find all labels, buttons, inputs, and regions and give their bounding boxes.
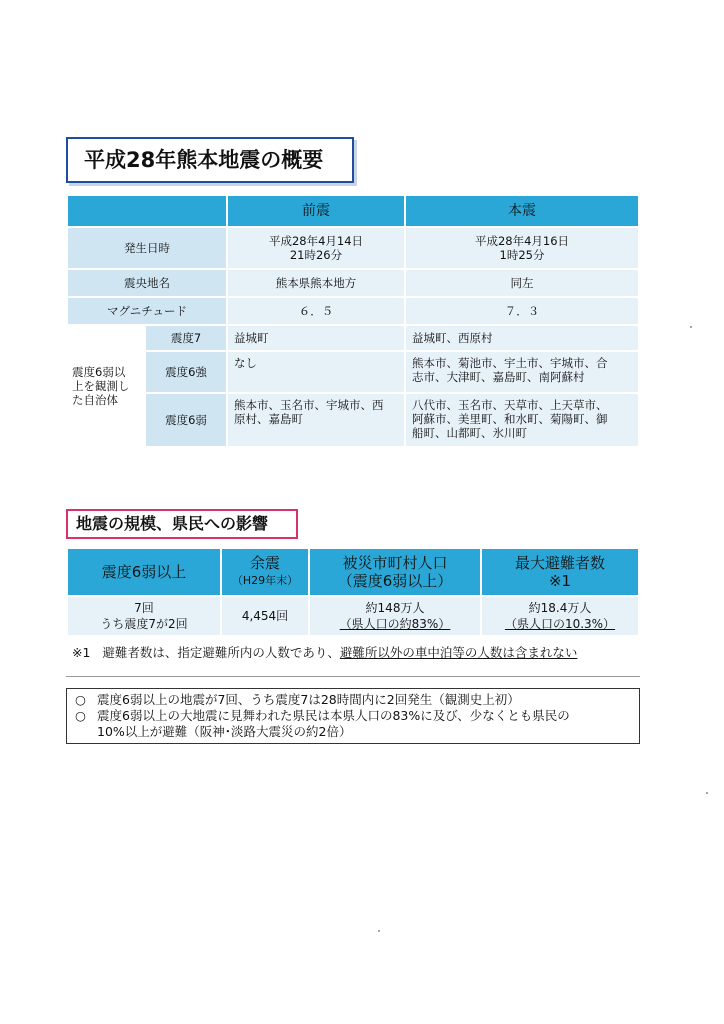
value-quake-count-line1: 7回 [134, 601, 154, 615]
intensity6-lower-label: 震度6弱 [145, 393, 227, 447]
footnote-text-b: 避難所以外の車中泊等の人数は含まれない [339, 645, 578, 660]
row-label-date: 発生日時 [67, 227, 227, 269]
municipalities-label [67, 325, 145, 447]
foreshock-date-line1: 平成28年4月14日 [268, 234, 364, 248]
scan-speck [378, 930, 380, 932]
header-max-evacuees [481, 548, 639, 596]
value-affected-population-line2: （県人口の約83%） [339, 617, 451, 631]
value-affected-population [309, 596, 481, 636]
intensity6-upper-label: 震度6強 [145, 351, 227, 393]
mainshock-date-line2: 1時25分 [499, 248, 545, 262]
value-quake-count-line2: うち震度7が2回 [100, 617, 188, 631]
foreshock-epicenter: 熊本県熊本地方 [227, 269, 405, 297]
foreshock-date-line2: 21時26分 [289, 248, 343, 262]
evacuee-footnote [72, 643, 642, 661]
summary-item-2 [75, 708, 631, 740]
header-max-evacuees-line2: ※1 [548, 572, 572, 590]
municipalities-label-line3: た自治体 [72, 393, 118, 407]
foreshock-date [227, 227, 405, 269]
mainshock-date-line1: 平成28年4月16日 [474, 234, 570, 248]
header-affected-population [309, 548, 481, 596]
bullet-circle-icon: ○ [75, 692, 86, 707]
value-quake-count [67, 596, 221, 636]
value-max-evacuees-line2: （県人口の10.3%） [504, 617, 616, 631]
footnote-text-a: 避難者数は、指定避難所内の人数であり、 [102, 645, 340, 660]
header-aftershocks [221, 548, 309, 596]
header-aftershocks-line1: 余震 [249, 554, 280, 572]
mainshock-intensity6-lower-line2: 阿蘇市、美里町、和水町、菊陽町、御 [412, 412, 608, 426]
header-max-evacuees-line1: 最大避難者数 [514, 554, 605, 572]
intensity7-label: 震度7 [145, 325, 227, 351]
header-intensity6-or-more: 震度6弱以上 [67, 548, 221, 596]
foreshock-intensity6-lower-line2: 原村、嘉島町 [234, 412, 303, 426]
municipalities-label-line1: 震度6弱以 [72, 365, 126, 379]
summary-line2 [97, 708, 570, 740]
value-affected-population-line1: 約148万人 [365, 601, 425, 615]
value-max-evacuees-line1: 約18.4万人 [528, 601, 592, 615]
foreshock-intensity6-lower-line1: 熊本市、玉名市、宇城市、西 [234, 398, 384, 412]
mainshock-intensity7: 益城町、西原村 [405, 325, 639, 351]
foreshock-intensity7: 益城町 [227, 325, 405, 351]
mainshock-intensity6-lower [405, 393, 639, 447]
mainshock-intensity6-lower-line1: 八代市、玉名市、天草市、上天草市、 [412, 398, 608, 412]
value-max-evacuees [481, 596, 639, 636]
header-blank-cell [67, 195, 227, 227]
foreshock-intensity6-lower [227, 393, 405, 447]
summary-box [66, 688, 640, 744]
summary-line2b: 10%以上が避難（阪神･淡路大震災の約2倍） [97, 724, 352, 739]
row-label-magnitude: マグニチュード [67, 297, 227, 325]
section2-title: 地震の規模、県民への影響 [66, 509, 298, 539]
mainshock-date [405, 227, 639, 269]
section1-title: 平成28年熊本地震の概要 [66, 137, 354, 183]
value-aftershocks: 4,454回 [221, 596, 309, 636]
header-aftershocks-line2: （H29年末） [231, 574, 299, 587]
mainshock-epicenter: 同左 [405, 269, 639, 297]
footnote-divider [66, 676, 640, 677]
row-label-epicenter: 震央地名 [67, 269, 227, 297]
summary-line1: 震度6弱以上の地震が7回、うち震度7は28時間内に2回発生（観測史上初） [97, 692, 520, 707]
scan-speck [690, 326, 692, 328]
foreshock-magnitude: ６．５ [227, 297, 405, 325]
mainshock-magnitude: ７．３ [405, 297, 639, 325]
overview-table [66, 194, 640, 448]
header-foreshock: 前震 [227, 195, 405, 227]
bullet-circle-icon: ○ [75, 708, 86, 723]
municipalities-label-line2: 上を観測し [72, 379, 130, 393]
mainshock-intensity6-upper-line2: 志市、大津町、嘉島町、南阿蘇村 [412, 370, 585, 384]
mainshock-intensity6-upper-line1: 熊本市、菊池市、宇土市、宇城市、合 [412, 356, 608, 370]
header-affected-population-line2: （震度6弱以上） [337, 572, 453, 590]
summary-line2a: 震度6弱以上の大地震に見舞われた県民は本県人口の83%に及び、少なくとも県民の [97, 708, 570, 723]
foreshock-intensity6-upper: なし [227, 351, 405, 393]
scan-speck [706, 792, 708, 794]
impact-table [66, 547, 640, 637]
mainshock-intensity6-upper [405, 351, 639, 393]
header-affected-population-line1: 被災市町村人口 [342, 554, 448, 572]
summary-item-1 [75, 692, 631, 708]
footnote-mark: ※1 [72, 645, 91, 660]
header-mainshock: 本震 [405, 195, 639, 227]
mainshock-intensity6-lower-line3: 船町、山都町、氷川町 [412, 426, 527, 440]
